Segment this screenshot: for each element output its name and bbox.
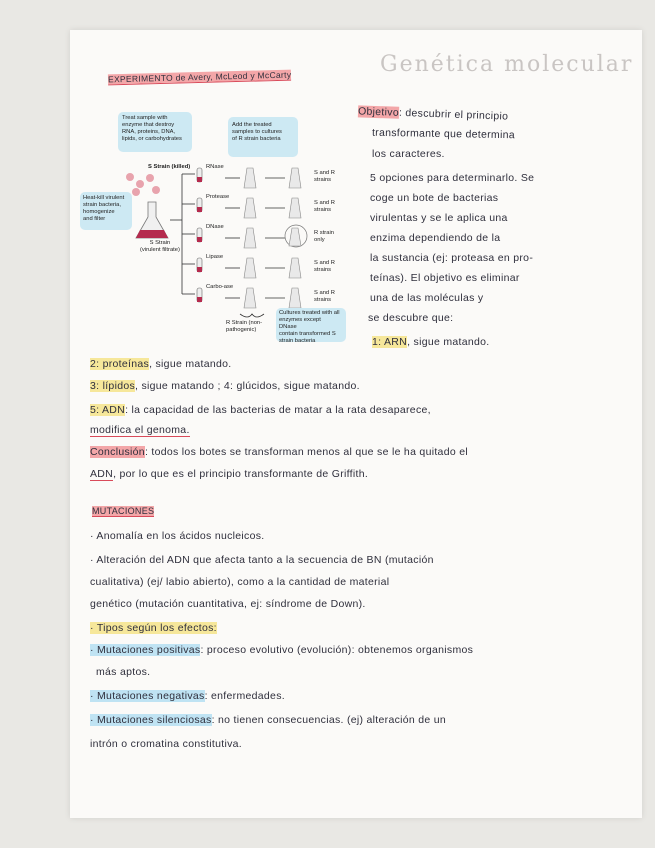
objective-line: los caracteres. [372, 148, 445, 160]
conclusion-text: : todos los botes se transforman menos al que se le ha quitado el [144, 446, 468, 458]
figure-label-r-strain: R Strain (non- pathogenic) [226, 320, 263, 333]
mutations-negative-text: : enfermedades. [204, 690, 285, 702]
result-3-highlight: 3: lípidos [90, 380, 136, 392]
conclusion-label: Conclusión [90, 446, 145, 458]
culture-tube-icon [244, 168, 256, 188]
objective-text: : descubrir el principio [398, 106, 509, 123]
figure-label-s-killed: S Strain (killed) [148, 164, 191, 170]
objective-line: 5 opciones para determinarlo. Se [370, 172, 535, 184]
tube-liquid [197, 267, 202, 272]
result-label: R strain only [314, 230, 334, 243]
figure-label-cultures: Cultures treated with all enzymes except DNase contain transformed S strain bacteria [279, 310, 340, 344]
mutations-title [92, 506, 154, 516]
enzyme-label: Protease [206, 194, 230, 200]
mutations-positive-text: : proceso evolutivo (evolución): obtenemos organismos [200, 644, 474, 656]
result-tube-icon [289, 228, 301, 246]
figure-label-treat: Treat sample with enzyme that destroy RNA, proteins, DNA, lipids, or carbohydrates [122, 115, 182, 142]
objective-label: Objetivo [357, 105, 400, 119]
culture-tube-icon [244, 198, 256, 218]
mutations-types-line [90, 622, 217, 634]
mutations-silent-text: : no tienen consecuencias. (ej) alteración de un [211, 714, 447, 726]
result-line-5 [90, 404, 431, 416]
result-tube-icon [289, 198, 301, 218]
mutations-negative-label: · Mutaciones negativas [90, 690, 205, 702]
result-line-5b [90, 424, 190, 436]
mutations-line: cualitativa) (ej/ labio abierto), como a la cantidad de material [90, 576, 390, 588]
result-5-continuation: modifica el genoma. [90, 424, 190, 436]
conclusion-text-2: , por lo que es el principio transformante de Griffith. [113, 468, 369, 480]
objective-line: la sustancia (ej: proteasa en pro- [370, 252, 534, 264]
objective-line: enzima dependiendo de la [370, 232, 501, 244]
objective-line: se descubre que: [368, 312, 454, 324]
result-label: S and R strains [314, 200, 335, 213]
figure-label-add: Add the treated samples to cultures of R strain bacteria [232, 122, 282, 142]
culture-tube-icon [244, 258, 256, 278]
result-2-highlight: 2: proteínas [90, 358, 150, 370]
result-tube-icon [289, 168, 301, 188]
enzyme-label: RNase [206, 164, 224, 170]
tube-liquid [197, 237, 202, 242]
result-1-highlight: 1: ARN [372, 336, 408, 348]
result-5-text: : la capacidad de las bacterias de matar a la rata desaparece, [125, 404, 431, 416]
bacteria-cell [126, 173, 134, 181]
enzyme-label: Carbo-ase [206, 284, 234, 290]
mutations-silent-label: · Mutaciones silenciosas [90, 714, 212, 726]
figure-label-s-filtrate: S Strain (virulent filtrate) [140, 240, 180, 253]
mutations-positive-label: · Mutaciones positivas [90, 644, 201, 656]
enzyme-label: Lipase [206, 254, 224, 260]
title-text: EXPERIMENTO de Avery, McLeod y McCarty [107, 69, 292, 85]
mutations-silent-line [90, 714, 446, 726]
enzyme-label: DNase [206, 224, 224, 230]
flask-liquid [136, 230, 168, 238]
mutations-line: intrón o cromatina constitutiva. [90, 738, 243, 750]
objective-line: virulentas y se le aplica una [370, 212, 508, 224]
objective-line: transformante que determina [371, 126, 516, 142]
objective-line: una de las moléculas y [370, 292, 484, 304]
objective-line: teínas). El objetivo es eliminar [370, 272, 520, 284]
mutations-types: · Tipos según los efectos: [90, 622, 217, 634]
mutations-positive-line [90, 644, 473, 656]
tube-liquid [197, 297, 202, 302]
result-line-2 [90, 358, 232, 370]
conclusion-adn: ADN [90, 468, 114, 480]
result-2-text: , sigue matando. [149, 358, 232, 370]
mutations-line: más aptos. [96, 666, 151, 678]
culture-tube-icon [244, 228, 256, 248]
bacteria-cell [152, 186, 160, 194]
bacteria-cell [136, 180, 144, 188]
ghost-title: Genética molecular [380, 52, 634, 77]
result-5-highlight: 5: ADN [90, 404, 126, 416]
conclusion-line-1 [90, 446, 468, 458]
mutations-line: · Alteración del ADN que afecta tanto a la secuencia de BN (mutación [90, 554, 434, 566]
culture-tube-icon [244, 288, 256, 308]
result-line-3 [90, 380, 360, 392]
result-label: S and R strains [314, 290, 335, 303]
result-tube-icon [289, 288, 301, 308]
enzyme-rows [182, 168, 307, 317]
mutations-title-text: MUTACIONES [92, 506, 155, 516]
result-label: S and R strains [314, 260, 335, 273]
objective-line: coge un bote de bacterias [370, 192, 499, 204]
brace [240, 314, 264, 317]
mutations-negative-line [90, 690, 285, 702]
mutations-line: · Anomalía en los ácidos nucleicos. [90, 530, 265, 542]
avery-experiment-figure [83, 112, 340, 344]
result-tube-icon [289, 258, 301, 278]
bacteria-cell [132, 188, 140, 196]
result-3-text: , sigue matando ; 4: glúcidos, sigue matando. [135, 380, 360, 392]
bacteria-cell [146, 174, 154, 182]
result-1-text: , sigue matando. [407, 336, 490, 348]
tube-liquid [197, 207, 202, 212]
figure-label-heat-kill: Heat-kill virulent strain bacteria, homogenize and filter [83, 195, 125, 222]
tube-liquid [197, 177, 202, 182]
result-line-1 [372, 336, 490, 348]
result-label: S and R strains [314, 170, 335, 183]
mutations-line: genético (mutación cuantitativa, ej: síndrome de Down). [90, 598, 366, 610]
conclusion-line-2 [90, 468, 368, 480]
